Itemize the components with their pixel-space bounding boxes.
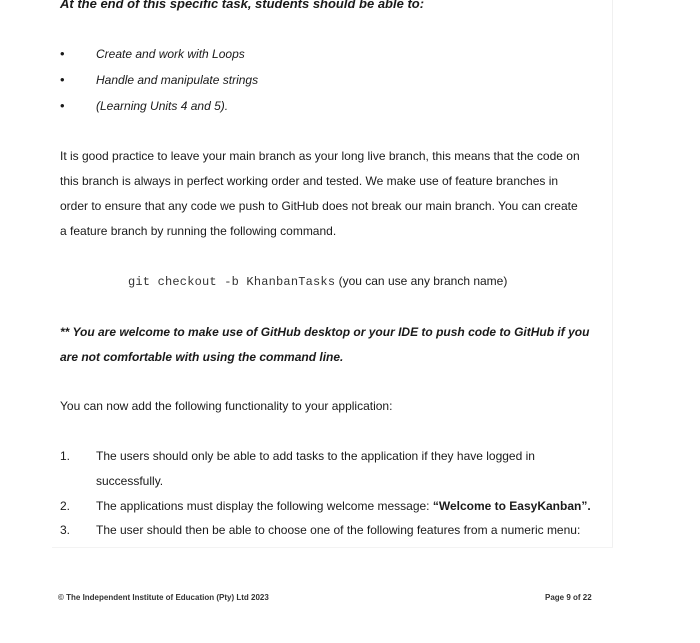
page-edge-bottom [52, 547, 613, 548]
git-command: git checkout -b KhanbanTasks [128, 275, 336, 289]
bullet-item [60, 70, 600, 90]
item-number: 2. [60, 499, 71, 513]
bullet-text: Create and work with Loops [96, 47, 245, 61]
tip-line: are not comfortable with using the command line. [60, 350, 344, 364]
welcome-message: “Welcome to EasyKanban”. [432, 499, 591, 513]
tip-line: ** You are welcome to make use of GitHub desktop or your IDE to push code to GitHub if you [60, 325, 590, 339]
bullet-marker: • [60, 46, 65, 61]
paragraph-line: a feature branch by running the following command. [60, 224, 337, 238]
bullet-text: (Learning Units 4 and 5). [96, 99, 229, 113]
tip-note [60, 320, 589, 370]
item-line: successfully. [96, 474, 164, 488]
bullet-text: Handle and manipulate strings [96, 73, 259, 87]
paragraph-line: this branch is always in perfect working order and tested. We make use of feature branches in [60, 174, 559, 188]
page-edge [612, 0, 613, 548]
bullet-marker: • [60, 98, 65, 113]
item-text [96, 494, 591, 519]
item-number: 1. [60, 449, 71, 463]
bullet-item [60, 44, 600, 64]
paragraph-line: order to ensure that any code we push to GitHub does not break our main branch. You can create [60, 199, 578, 213]
item-text-plain: The applications must display the following welcome message: [96, 499, 433, 513]
git-command-line [128, 271, 507, 292]
bullet-marker: • [60, 72, 65, 87]
item-number: 3. [60, 523, 71, 537]
item-line: The users should only be able to add tasks to the application if they have logged in [96, 449, 535, 463]
git-command-note: (you can use any branch name) [338, 274, 508, 288]
functionality-intro: You can now add the following functionality to your application: [60, 399, 393, 413]
bullet-item [60, 96, 600, 116]
intro-heading: At the end of this specific task, students should be able to: [60, 0, 425, 11]
footer-copyright: © The Independent Institute of Education (Pty) Ltd 2023 [58, 593, 269, 602]
paragraph-line: It is good practice to leave your main branch as your long live branch, this means that the code on [60, 149, 580, 163]
item-text: The user should then be able to choose one of the following features from a numeric menu: [96, 523, 581, 537]
item-text [96, 444, 535, 494]
footer-page-number: Page 9 of 22 [545, 593, 592, 602]
